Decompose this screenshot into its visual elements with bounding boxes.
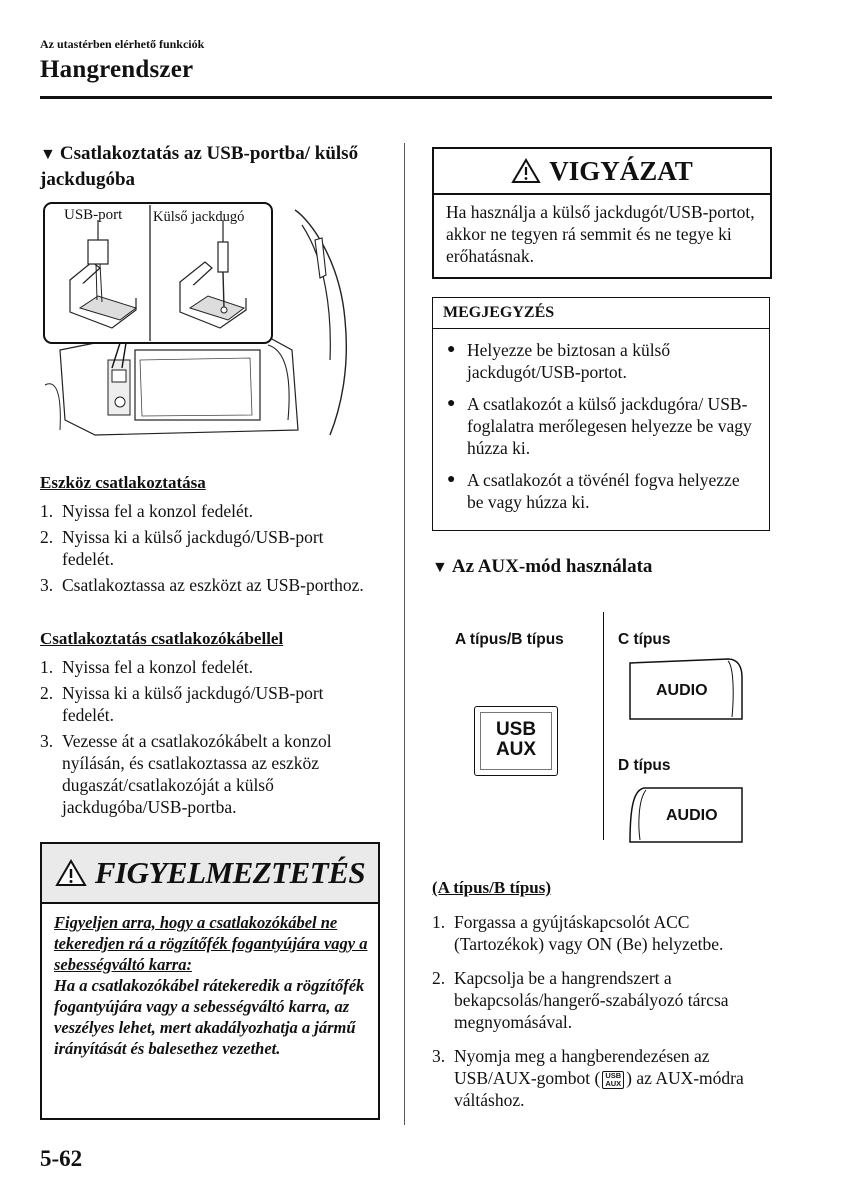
note-body	[433, 329, 769, 529]
list-item	[432, 911, 772, 955]
audio-d-label: AUDIO	[666, 807, 718, 824]
step-text: Vezesse át a csatlakozókábelt a konzol nyílásán, és csatlakoztassa az eszköz dugaszát/csatlakozóját a külső jackdugóba/USB-portba.	[62, 731, 332, 817]
connect-cable-heading: Csatlakoztatás csatlakozókábellel	[40, 629, 284, 648]
usb-label: USB	[495, 719, 537, 740]
bullet-icon: ●	[447, 342, 456, 357]
step-number: 2.	[40, 683, 54, 703]
type-ab-label: A típus/B típus	[455, 631, 564, 648]
warning-box	[40, 842, 380, 1120]
page-title: Hangrendszer	[40, 56, 194, 83]
step-number: 3.	[40, 731, 54, 751]
warning-text: Ha a csatlakozókábel rátekeredik a rögzítőfék fogantyújára vagy a sebességváltó karra, az veszélyes lehet, mert akadályozhatja a jármű irányítását és balesethez vezethet.	[54, 976, 365, 1058]
usb-aux-button	[474, 706, 558, 776]
buttons-divider	[603, 612, 604, 840]
usb-inline-label: USB	[605, 1070, 622, 1080]
step-text: Forgassa a gyújtáskapcsolót ACC (Tartozékok) vagy ON (Be) helyzetbe.	[454, 912, 724, 954]
step-text: Kapcsolja be a hangrendszert a bekapcsolás/hangerő-szabályozó tárcsa megnyomásával.	[454, 968, 729, 1032]
list-item	[40, 730, 375, 818]
note-item-text: A csatlakozót a tövénél fogva helyezze be vagy húzza ki.	[467, 470, 740, 512]
step-text: Nyissa fel a konzol fedelét.	[62, 657, 253, 677]
aux-label: AUX	[495, 739, 537, 760]
note-item-text: Helyezze be biztosan a külső jackdugót/USB-portot.	[467, 340, 671, 382]
step-text: Csatlakoztassa az eszközt az USB-porthoz.	[62, 575, 364, 595]
console-illustration	[40, 200, 370, 440]
triangle-marker-icon: ▼	[40, 146, 56, 163]
warning-triangle-icon	[55, 859, 87, 887]
list-item	[40, 574, 375, 596]
bullet-icon: ●	[447, 472, 456, 487]
page-number: 5-62	[40, 1146, 83, 1171]
warning-underlined-text: Figyeljen arra, hogy a csatlakozókábel ne tekeredjen rá a rögzítőfék fogantyújára vagy a sebességváltó karra:	[54, 913, 368, 974]
console-drawing	[40, 200, 370, 440]
caution-title: VIGYÁZAT	[549, 156, 693, 186]
note-title: MEGJEGYZÉS	[433, 298, 769, 329]
step-number: 2.	[40, 527, 54, 547]
triangle-marker-icon: ▼	[432, 559, 448, 576]
usb-section-subhead	[40, 141, 370, 192]
step-number: 3.	[432, 1046, 446, 1066]
step-number: 1.	[432, 912, 446, 932]
connect-device-heading: Eszköz csatlakoztatása	[40, 473, 206, 492]
step-number: 3.	[40, 575, 54, 595]
type-c-label: C típus	[618, 631, 671, 648]
list-item	[40, 500, 375, 522]
aux-subhead-text: Az AUX-mód használata	[451, 556, 653, 577]
connect-device-steps	[40, 500, 375, 600]
step-text: Nyissa fel a konzol fedelét.	[62, 501, 253, 521]
note-box	[432, 297, 770, 531]
bullet-icon: ●	[447, 396, 456, 411]
warning-title: FIGYELMEZTETÉS	[94, 855, 366, 890]
usb-aux-button-label	[475, 720, 557, 760]
title-divider	[40, 96, 772, 99]
list-item	[40, 656, 375, 678]
caution-box	[432, 147, 772, 279]
list-item	[40, 682, 375, 726]
warning-header	[42, 844, 378, 904]
step-text: ) az AUX-módra váltáshoz.	[454, 1068, 744, 1110]
aux-inline-label: AUX	[605, 1078, 622, 1088]
caution-header	[434, 149, 770, 195]
usb-section-subhead-text: Csatlakoztatás az USB-portba/ külső jackdugóba	[40, 143, 359, 190]
caution-triangle-icon	[511, 158, 541, 184]
warning-body	[42, 904, 378, 1069]
section-label: Az utastérben elérhető funkciók	[40, 37, 205, 51]
step-text: Nyissa ki a külső jackdugó/USB-port fedelét.	[62, 683, 324, 725]
usb-port-label: USB-port	[64, 207, 123, 223]
step-number: 2.	[432, 968, 446, 988]
list-item	[443, 339, 759, 383]
aux-subhead	[432, 554, 652, 580]
external-jack-label: Külső jackdugó	[153, 209, 245, 225]
list-item	[432, 967, 772, 1033]
caution-text: Ha használja a külső jackdugót/USB-portot, akkor ne tegyen rá semmit és ne tegye ki erőhatásnak.	[446, 202, 755, 266]
note-item-text: A csatlakozót a külső jackdugóra/ USB-foglalatra merőlegesen helyezze be vagy húzza ki.	[467, 394, 752, 458]
column-divider	[404, 143, 405, 1125]
list-item	[443, 469, 759, 513]
audio-button-c	[628, 657, 744, 721]
connect-cable-steps	[40, 656, 375, 822]
list-item	[443, 393, 759, 459]
usb-aux-inline-icon	[602, 1071, 624, 1089]
list-item	[432, 1045, 772, 1111]
type-d-label: D típus	[618, 757, 671, 774]
step-text: Nyissa ki a külső jackdugó/USB-port fedelét.	[62, 527, 324, 569]
step-number: 1.	[40, 501, 54, 521]
audio-c-label: AUDIO	[656, 682, 708, 699]
list-item	[40, 526, 375, 570]
audio-button-d	[628, 786, 744, 844]
step-text: Nyomja meg a hangberendezésen az USB/AUX-gombot (	[454, 1046, 710, 1088]
ab-type-steps	[432, 911, 772, 1115]
ab-type-heading: (A típus/B típus)	[432, 878, 552, 897]
step-number: 1.	[40, 657, 54, 677]
